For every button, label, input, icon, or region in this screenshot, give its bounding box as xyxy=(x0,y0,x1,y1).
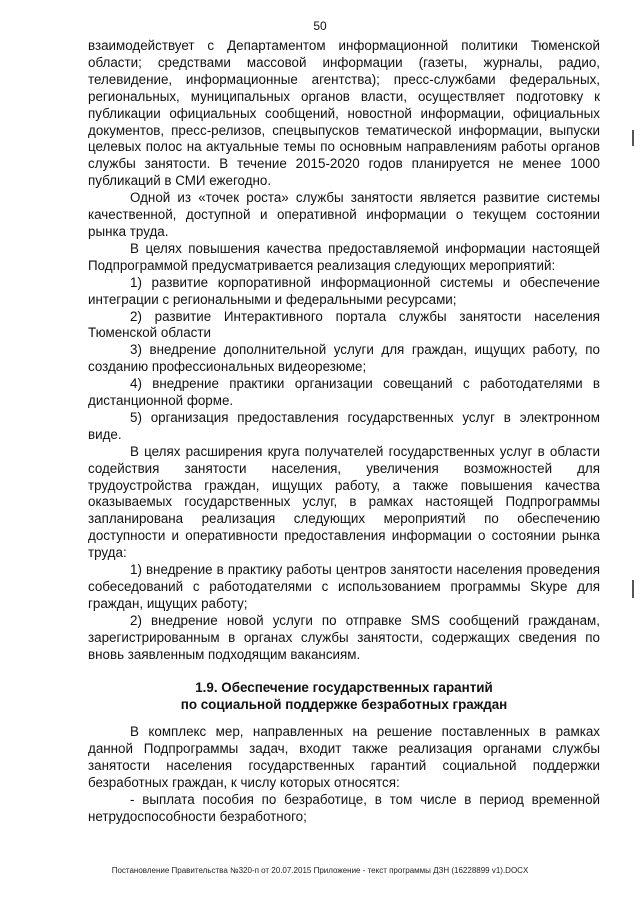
paragraph: взаимодействует с Департаментом информационной политики Тюменской области; средствами массовой информации (газеты, журналы, радио, телевидение, информационные агентства); пресс-службами федеральных, региональных, муниципальных органов власти, осуществляет подготовку к публикации официальных сообщений, новостной информации, официальных документов, пресс-релизов, спецвыпусков тематической информации, выпуски целевых полос на актуальные темы по основным направлениям работы органов службы занятости. В течение 2015-2020 годов планируется не менее 1000 публикаций в СМИ ежегодно. xyxy=(88,38,600,189)
section-heading xyxy=(88,679,600,713)
scan-edge-mark xyxy=(632,130,634,146)
list-item: 1) развитие корпоративной информационной системы и обеспечение интеграции с региональными и федеральными ресурсами; xyxy=(88,274,600,307)
list-item: - выплата пособия по безработице, в том числе в период временной нетрудоспособности безработного; xyxy=(88,791,600,824)
page-footer: Постановление Правительства №320-п от 20.07.2015 Приложение - текст программы ДЗН (16228899 v1).DOCX xyxy=(111,866,529,875)
list-item: 3) внедрение дополнительной услуги для граждан, ищущих работу, по созданию профессиональных видеорезюме; xyxy=(88,342,600,375)
paragraph: В целях расширения круга получателей государственных услуг в области содействия занятости населения, увеличения возможностей для трудоустройства граждан, ищущих работу, а также повышения качества оказываемых государственных услуг, в рамках настоящей Подпрограммы запланирована реализация следующих мероприятий по обеспечению доступности и оперативности предоставления информации о состоянии рынка труда: xyxy=(88,443,600,561)
list-item: 2) развитие Интерактивного портала службы занятости населения Тюменской области xyxy=(88,308,600,341)
paragraph: Одной из «точек роста» службы занятости является развитие системы качественной, доступной и оперативной информации о текущем состоянии рынка труда. xyxy=(88,190,600,239)
body-text xyxy=(88,38,600,664)
list-item: 4) внедрение практики организации совещаний с работодателями в дистанционной форме. xyxy=(88,376,600,409)
section-text xyxy=(88,724,600,825)
paragraph: В комплекс мер, направленных на решение поставленных в рамках данной Подпрограммы задач, входит также реализация органами службы занятости населения государственных гарантий социальной поддержки безработных граждан, к числу которых относятся: xyxy=(88,724,600,790)
list-item: 1) внедрение в практику работы центров занятости населения проведения собеседований с работодателями с использованием программы Skype для граждан, ищущих работу; xyxy=(88,562,600,611)
section-heading-line: 1.9. Обеспечение государственных гарантий xyxy=(195,680,493,695)
paragraph: В целях повышения качества предоставляемой информации настоящей Подпрограммой предусматривается реализация следующих мероприятий: xyxy=(88,240,600,273)
section-heading-line: по социальной поддержке безработных граждан xyxy=(180,697,508,712)
list-item: 2) внедрение новой услуги по отправке SMS сообщений гражданам, зарегистрированным в органах службы занятости, содержащих сведения по вновь заявленным подходящим вакансиям. xyxy=(88,612,600,662)
scan-edge-mark xyxy=(632,580,634,598)
page-number: 50 xyxy=(313,19,327,33)
list-item: 5) организация предоставления государственных услуг в электронном виде. xyxy=(88,409,600,442)
